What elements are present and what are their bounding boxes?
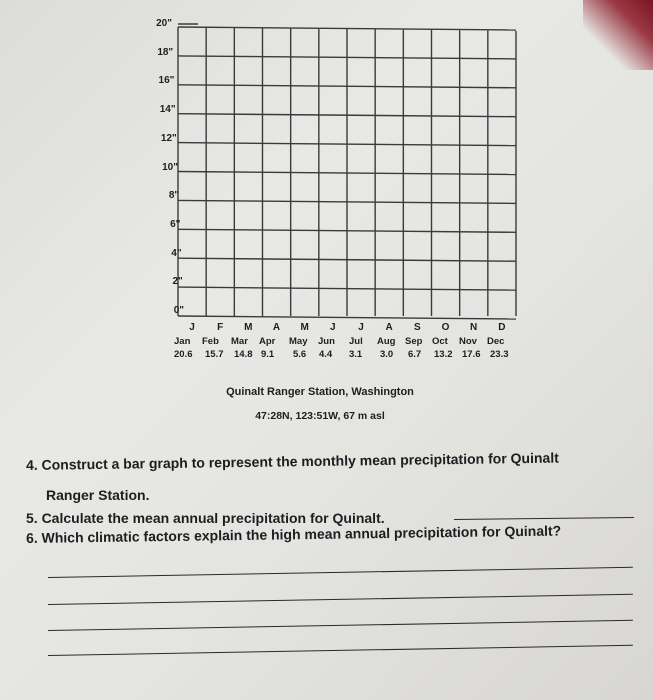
month-name: Mar [231,336,248,347]
x-axis-month-letter: A [272,322,281,333]
month-name: Dec [487,336,505,347]
y-axis-tick-label: 16" [158,75,175,87]
month-name: Jul [349,336,363,347]
y-axis-tick-label: 8" [168,190,180,202]
precipitation-value: 14.8 [234,349,253,360]
question-4-line-2: Ranger Station. [46,487,150,503]
precipitation-value: 3.1 [349,349,363,360]
precipitation-value: 20.6 [174,349,193,360]
month-name: Oct [432,336,448,347]
question-4-line-1: 4. Construct a bar graph to represent the monthly mean precipitation for Quinalt [25,449,559,473]
x-axis-month-letter: F [217,322,224,333]
precipitation-value: 15.7 [205,349,224,360]
x-axis-month-letter: O [441,322,450,333]
month-name: Feb [202,336,219,347]
precipitation-value: 13.2 [434,349,453,360]
station-coordinates: 47:28N, 123:51W, 67 m asl [255,410,385,422]
grid-horizontal-line [178,316,516,319]
y-axis-tick-label: 14" [159,104,176,116]
precipitation-value: 3.0 [380,349,394,360]
y-axis-tick-label: 6" [170,218,181,230]
month-name: May [289,336,308,347]
x-axis-month-letter: D [498,322,506,333]
precipitation-value: 4.4 [319,349,333,360]
precipitation-value: 5.6 [293,349,307,360]
question-6: 6. Which climatic factors explain the high mean annual precipitation for Quinalt? [25,522,562,546]
x-axis-month-letter: J [189,322,195,333]
month-name: Jan [174,336,191,347]
x-axis-month-letter: A [385,322,393,333]
question-5: 5. Calculate the mean annual precipitation for Quinalt. [26,510,385,526]
x-axis-month-letter: S [413,322,421,333]
y-axis-tick-label: 4" [171,247,182,259]
station-name: Quinalt Ranger Station, Washington [226,386,414,398]
y-axis-tick-label: 12" [160,132,177,144]
y-axis-tick-label: 10" [162,161,178,173]
month-name: Apr [259,336,276,347]
y-axis-tick-label: 0" [173,305,184,316]
y-axis-tick-label: 2" [172,276,183,288]
x-axis-month-letter: J [358,322,364,333]
month-name: Aug [377,336,396,347]
month-name: Jun [318,336,335,347]
x-axis-month-letter: M [244,322,253,333]
month-name: Sep [405,336,423,347]
x-axis-month-letter: J [330,322,336,333]
x-axis-month-letter: M [300,322,309,333]
y-axis-tick-label: 20" [156,18,172,29]
precipitation-value: 17.6 [462,349,481,360]
precipitation-value: 6.7 [408,349,422,360]
y-axis-tick-label: 18" [157,46,174,58]
month-name: Nov [459,336,477,347]
precipitation-value: 23.3 [490,349,509,360]
x-axis-month-letter: N [470,322,478,333]
precipitation-value: 9.1 [261,349,275,360]
